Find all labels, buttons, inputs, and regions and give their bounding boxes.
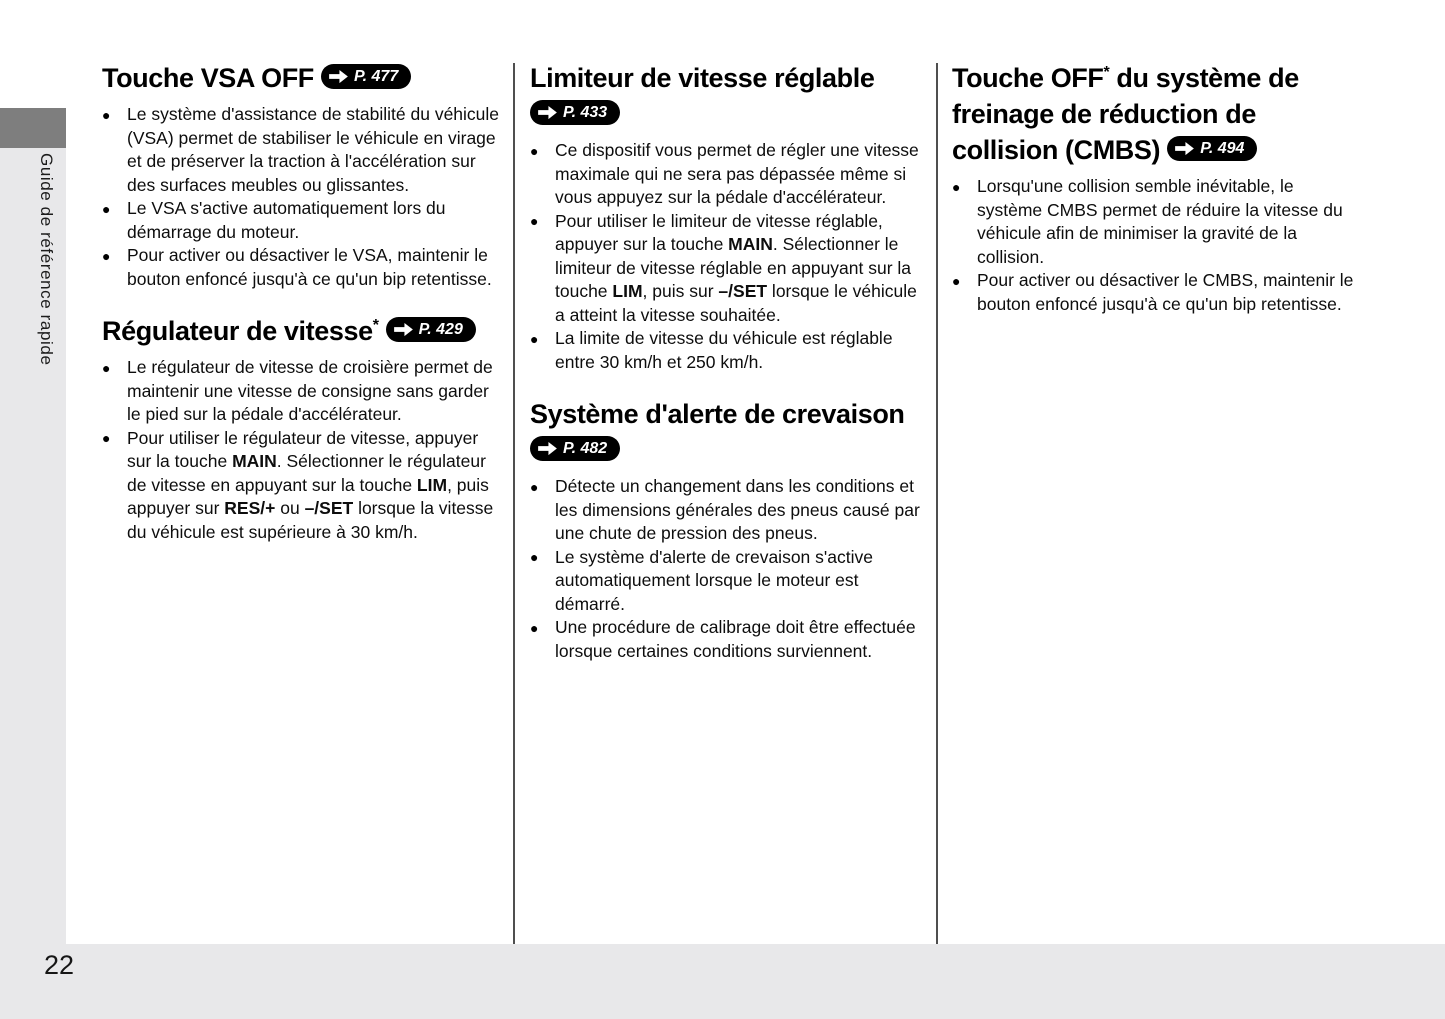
button-name-text: LIM [416,474,448,495]
column-middle [530,60,930,663]
page-ref-badge [530,100,620,125]
text-run: . Sélectionner le régulateur de vitesse en appuyant sur la touche [127,451,486,495]
bullet-item [530,616,930,663]
bullet-list [530,475,930,663]
button-name-text: MAIN [232,451,277,471]
page-ref-badge [321,64,411,89]
bullet-item [530,475,930,546]
section-title: Limiteur de vitesse réglable [530,63,875,93]
title-asterisk: * [1103,64,1110,81]
page-ref-label: P. 429 [418,320,463,338]
button-name-text: –/SET [304,498,354,518]
bullet-item [530,546,930,617]
sidebar [0,147,66,1019]
bullet-item [530,210,930,328]
manual-section [952,60,1354,316]
badge-line [530,439,930,464]
bullet-item [530,139,930,210]
bullet-item [530,327,930,374]
text-run: Pour activer ou désactiver le VSA, maintenir le bouton enfoncé jusqu'à ce qu'un bip retentisse. [127,245,492,289]
arrow-right-icon [1174,141,1195,156]
manual-section [102,313,504,544]
arrow-right-icon [328,69,349,84]
page-ref-label: P. 494 [1200,139,1245,157]
column-right [952,60,1354,316]
footer-strip [0,944,1445,1019]
text-run: Pour utiliser le limiteur de vitesse réglable, appuyer sur la touche [555,210,883,254]
text-run: , puis sur [642,281,719,301]
text-run: ou [275,498,305,518]
bullet-item [952,175,1354,269]
arrow-right-icon [537,441,558,456]
page-ref-label: P. 482 [563,439,608,457]
button-name-text: RES/+ [224,498,276,518]
bullet-list [952,175,1354,316]
text-run: Le système d'alerte de crevaison s'active automatiquement lorsque le moteur est démarré. [555,546,873,614]
text-run: Le régulateur de vitesse de croisière permet de maintenir une vitesse de consigne sans garder le pied sur la pédale d'accélérateur. [127,357,493,424]
section-title: Touche OFF* du système de freinage de réduction de collision (CMBS) P. 494 [952,63,1299,165]
page-ref-label: P. 477 [354,67,399,85]
bullet-item [952,269,1354,316]
button-name-text: MAIN [728,234,773,254]
title-asterisk: * [372,317,379,334]
text-run: Le système d'assistance de stabilité du véhicule (VSA) permet de stabiliser le véhicule en virage et de préserver la traction à l'accélération sur des surfaces meubles ou glissantes. [127,104,500,195]
page-ref-badge [530,436,620,461]
page-ref-badge [1167,136,1257,161]
text-run: Pour utiliser le régulateur de vitesse, appuyer sur la touche [127,427,479,471]
manual-section [102,60,504,291]
bullet-item [102,427,504,545]
text-run: lorsque le véhicule a atteint la vitesse souhaitée. [555,281,917,325]
bullet-item [102,356,504,427]
button-name-text: –/SET [718,281,768,301]
section-title: Système d'alerte de crevaison [530,399,905,429]
chapter-tab-indicator [0,108,66,148]
text-run: lorsque la vitesse du véhicule est supérieure à 30 km/h. [127,498,494,542]
text-run: Ce dispositif vous permet de régler une vitesse maximale qui ne sera pas dépassée même si vous appuyez sur la pédale d'accélérateur. [555,140,919,207]
text-run: Pour activer ou désactiver le CMBS, maintenir le bouton enfoncé jusqu'à ce qu'un bip retentisse. [977,270,1354,314]
button-name-text: LIM [612,281,643,301]
badge-line [530,103,930,128]
section-title: Régulateur de vitesse* P. 429 [102,313,504,349]
arrow-right-icon [393,322,414,337]
page-ref-label: P. 433 [563,103,608,121]
arrow-right-icon [537,105,558,120]
text-run: La limite de vitesse du véhicule est réglable entre 30 km/h et 250 km/h. [555,328,893,372]
text-run: Une procédure de calibrage doit être effectuée lorsque certaines conditions surviennent. [555,617,916,661]
manual-section [530,396,930,663]
manual-section [530,60,930,374]
column-left [102,60,504,544]
bullet-list [530,139,930,374]
bullet-item [102,103,504,197]
bullet-list [102,103,504,291]
section-title: Touche VSA OFF P. 477 [102,60,504,96]
page-ref-badge [386,317,476,342]
text-run: . Sélectionner le limiteur de vitesse réglable en appuyant sur la touche [555,234,912,301]
text-run: Le VSA s'active automatiquement lors du démarrage du moteur. [127,198,446,242]
text-run: Lorsqu'une collision semble inévitable, le système CMBS permet de réduire la vitesse du véhicule afin de minimiser la gravité de la collision. [977,176,1343,267]
column-divider [513,63,515,944]
page-number: 22 [44,950,75,980]
bullet-item [102,244,504,291]
bullet-item [102,197,504,244]
sidebar-label: Guide de référence rapide [37,153,56,366]
bullet-list [102,356,504,544]
text-run: Détecte un changement dans les conditions et les dimensions générales des pneus causé par une chute de pression des pneus. [555,476,920,543]
text-run: , puis appuyer sur [127,474,489,518]
column-divider [936,63,938,944]
